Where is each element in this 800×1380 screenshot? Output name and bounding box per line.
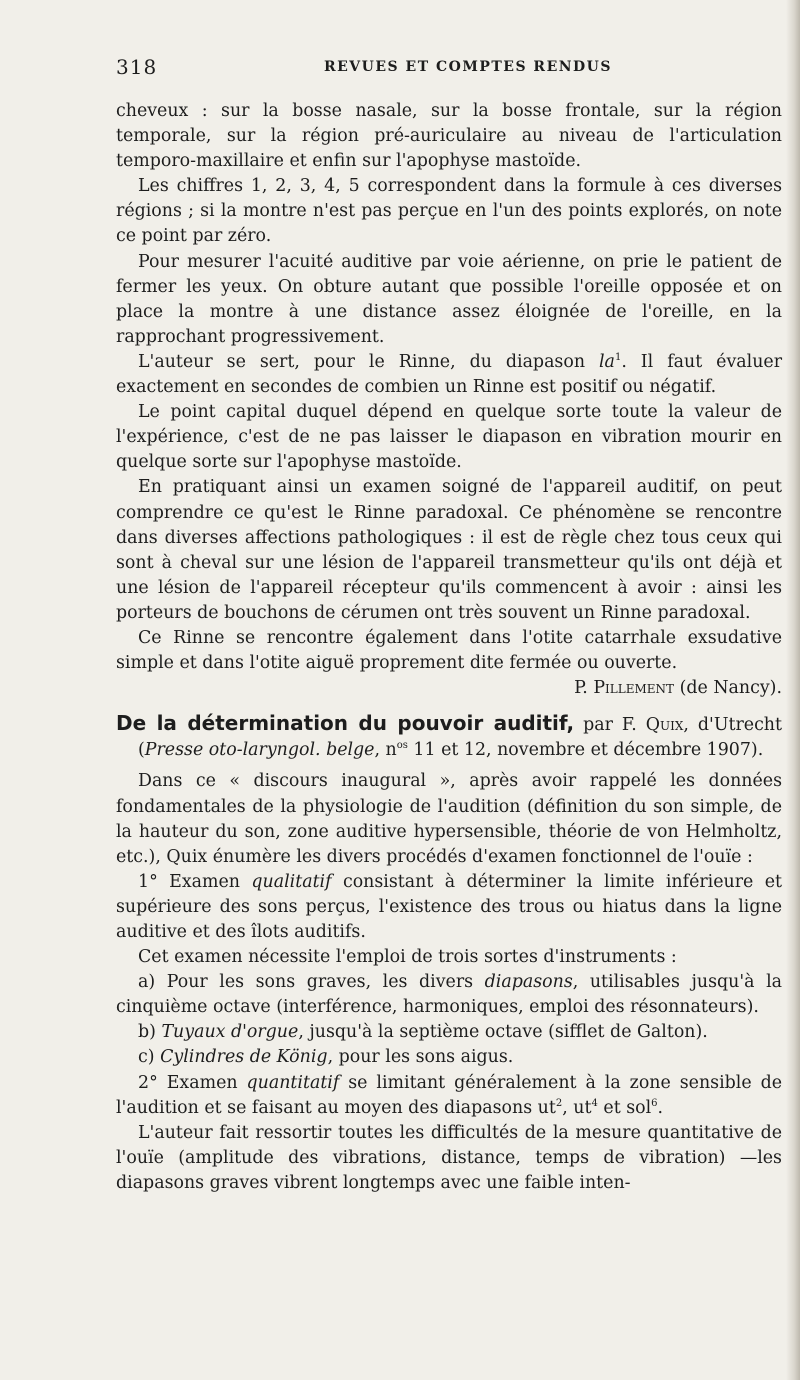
- article-author: Quix: [645, 715, 684, 736]
- signature: [116, 676, 782, 701]
- superscript: 2: [555, 1097, 563, 1109]
- journal-title: Presse oto-laryngol. belge: [144, 740, 375, 761]
- paragraph: [116, 350, 782, 400]
- text-run: 1° Examen: [138, 871, 252, 892]
- text-run: c): [138, 1047, 161, 1068]
- paragraph: Les chiffres 1, 2, 3, 4, 5 correspondent dans la formule à ces diverses régions ; si la montre n'est pas perçue en l'un des points explorés, on note ce point par zéro.: [116, 176, 782, 247]
- book-page: [116, 55, 782, 1196]
- paragraph: [116, 1020, 782, 1045]
- paragraph: [116, 1071, 782, 1121]
- text-run: 2° Examen: [138, 1072, 247, 1093]
- review-2-heading: [116, 711, 782, 763]
- paragraph: Pour mesurer l'acuité auditive par voie aérienne, on prie le patient de fermer les yeux. On obture autant que possible l'oreille opposée et on place la montre à une distance assez éloignée de l'oreille, en la rapprochant progressivement.: [116, 251, 782, 347]
- paragraph: [116, 1045, 782, 1070]
- paragraph: L'auteur fait ressortir toutes les difficultés de la mesure quantitative de l'ouïe (amplitude des vibrations, distance, temps de vibration) —les diapasons graves vibrent longtemps avec une faible inten-: [116, 1122, 782, 1193]
- paragraph: Dans ce « discours inaugural », après avoir rappelé les données fondamentales de la physiologie de l'audition (définition du son simple, de la hauteur du son, zone auditive hypersensible, théorie de von Helmholtz, etc.), Quix énumère les divers procédés d'examen fonctionnel de l'ouïe :: [116, 771, 782, 867]
- italic-run: Tuyaux d'orgue: [161, 1022, 299, 1043]
- italic-run: quantitatif: [246, 1072, 340, 1093]
- signature-initial: P.: [574, 678, 594, 699]
- paragraph: Cet examen nécessite l'emploi de trois sortes d'instruments :: [138, 947, 677, 968]
- paragraph: [116, 870, 782, 945]
- paragraph: cheveux : sur la bosse nasale, sur la bosse frontale, sur la région temporale, sur la région pré-auriculaire au niveau de l'articulation temporo-maxillaire et enfin sur l'apophyse mastoïde.: [116, 101, 782, 172]
- text-run: . Il faut évaluer exactement en secondes de combien un Rinne est positif ou négatif.: [116, 351, 783, 398]
- italic-run: qualitatif: [251, 871, 332, 892]
- superscript: 1: [614, 351, 622, 363]
- text-run: b): [138, 1022, 162, 1043]
- text-run: par F.: [574, 715, 646, 736]
- running-head: [116, 55, 782, 85]
- italic-run: Cylindres de König: [160, 1047, 328, 1068]
- italic-run: la: [599, 351, 615, 372]
- paragraph: Ce Rinne se rencontre également dans l'otite catarrhale exsudative simple et dans l'otite aiguë proprement dite fermée ou ouverte.: [116, 627, 782, 674]
- signature-name: Pillement: [593, 678, 675, 699]
- text-run: a) Pour les sons graves, les divers: [138, 972, 485, 993]
- signature-place: (de Nancy).: [674, 678, 782, 699]
- text-run: , n: [374, 740, 397, 761]
- page-number: 318: [116, 55, 158, 79]
- text-run: , jusqu'à la septième octave (sifflet de Galton).: [298, 1022, 708, 1043]
- page-edge-shadow: [786, 0, 800, 1380]
- text-run: L'auteur se sert, pour le Rinne, du diapason: [138, 351, 599, 372]
- text-run: , utilisables jusqu'à la cinquième octave (interférence, harmoniques, emploi des résonnateurs).: [116, 972, 782, 1018]
- section-header: REVUES ET COMPTES RENDUS: [324, 59, 612, 75]
- text-run: , d'Utrecht (: [138, 715, 782, 761]
- text-run: 11 et 12, novembre et décembre 1907).: [407, 740, 764, 761]
- text-run: .: [657, 1097, 664, 1118]
- text-run: , pour les sons aigus.: [327, 1047, 514, 1068]
- text-run: et sol: [597, 1097, 652, 1118]
- italic-run: diapasons: [484, 972, 573, 993]
- paragraph: [116, 970, 782, 1020]
- superscript: os: [396, 740, 408, 752]
- review-2: [116, 769, 782, 1196]
- text-run: , ut: [562, 1097, 592, 1118]
- text-run: se limitant généralement à la zone sensible de l'audition et se faisant au moyen des diapasons ut: [116, 1072, 782, 1118]
- paragraph: Le point capital duquel dépend en quelque sorte toute la valeur de l'expérience, c'est de ne pas laisser le diapason en vibration mourir en quelque sorte sur l'apophyse mastoïde.: [116, 402, 782, 473]
- text-run: consistant à déterminer la limite inférieure et supérieure des sons perçus, l'existence des trous ou hiatus dans la ligne auditive et des îlots auditifs.: [116, 871, 783, 942]
- superscript: 6: [651, 1097, 658, 1109]
- superscript: 4: [591, 1097, 598, 1109]
- paragraph: En pratiquant ainsi un examen soigné de l'appareil auditif, on peut comprendre ce qu'est le Rinne paradoxal. Ce phénomène se rencontre dans diverses affections pathologiques : il est de règle chez tous ceux qui sont à cheval sur une lésion de l'appareil transmetteur qu'ils ont déjà et une lésion de l'appareil récepteur qu'ils commencent à avoir : ainsi les porteurs de bouchons de cérumen ont très souvent un Rinne paradoxal.: [116, 477, 782, 623]
- review-1: [116, 99, 782, 701]
- article-title: De la détermination du pouvoir auditif,: [116, 711, 575, 736]
